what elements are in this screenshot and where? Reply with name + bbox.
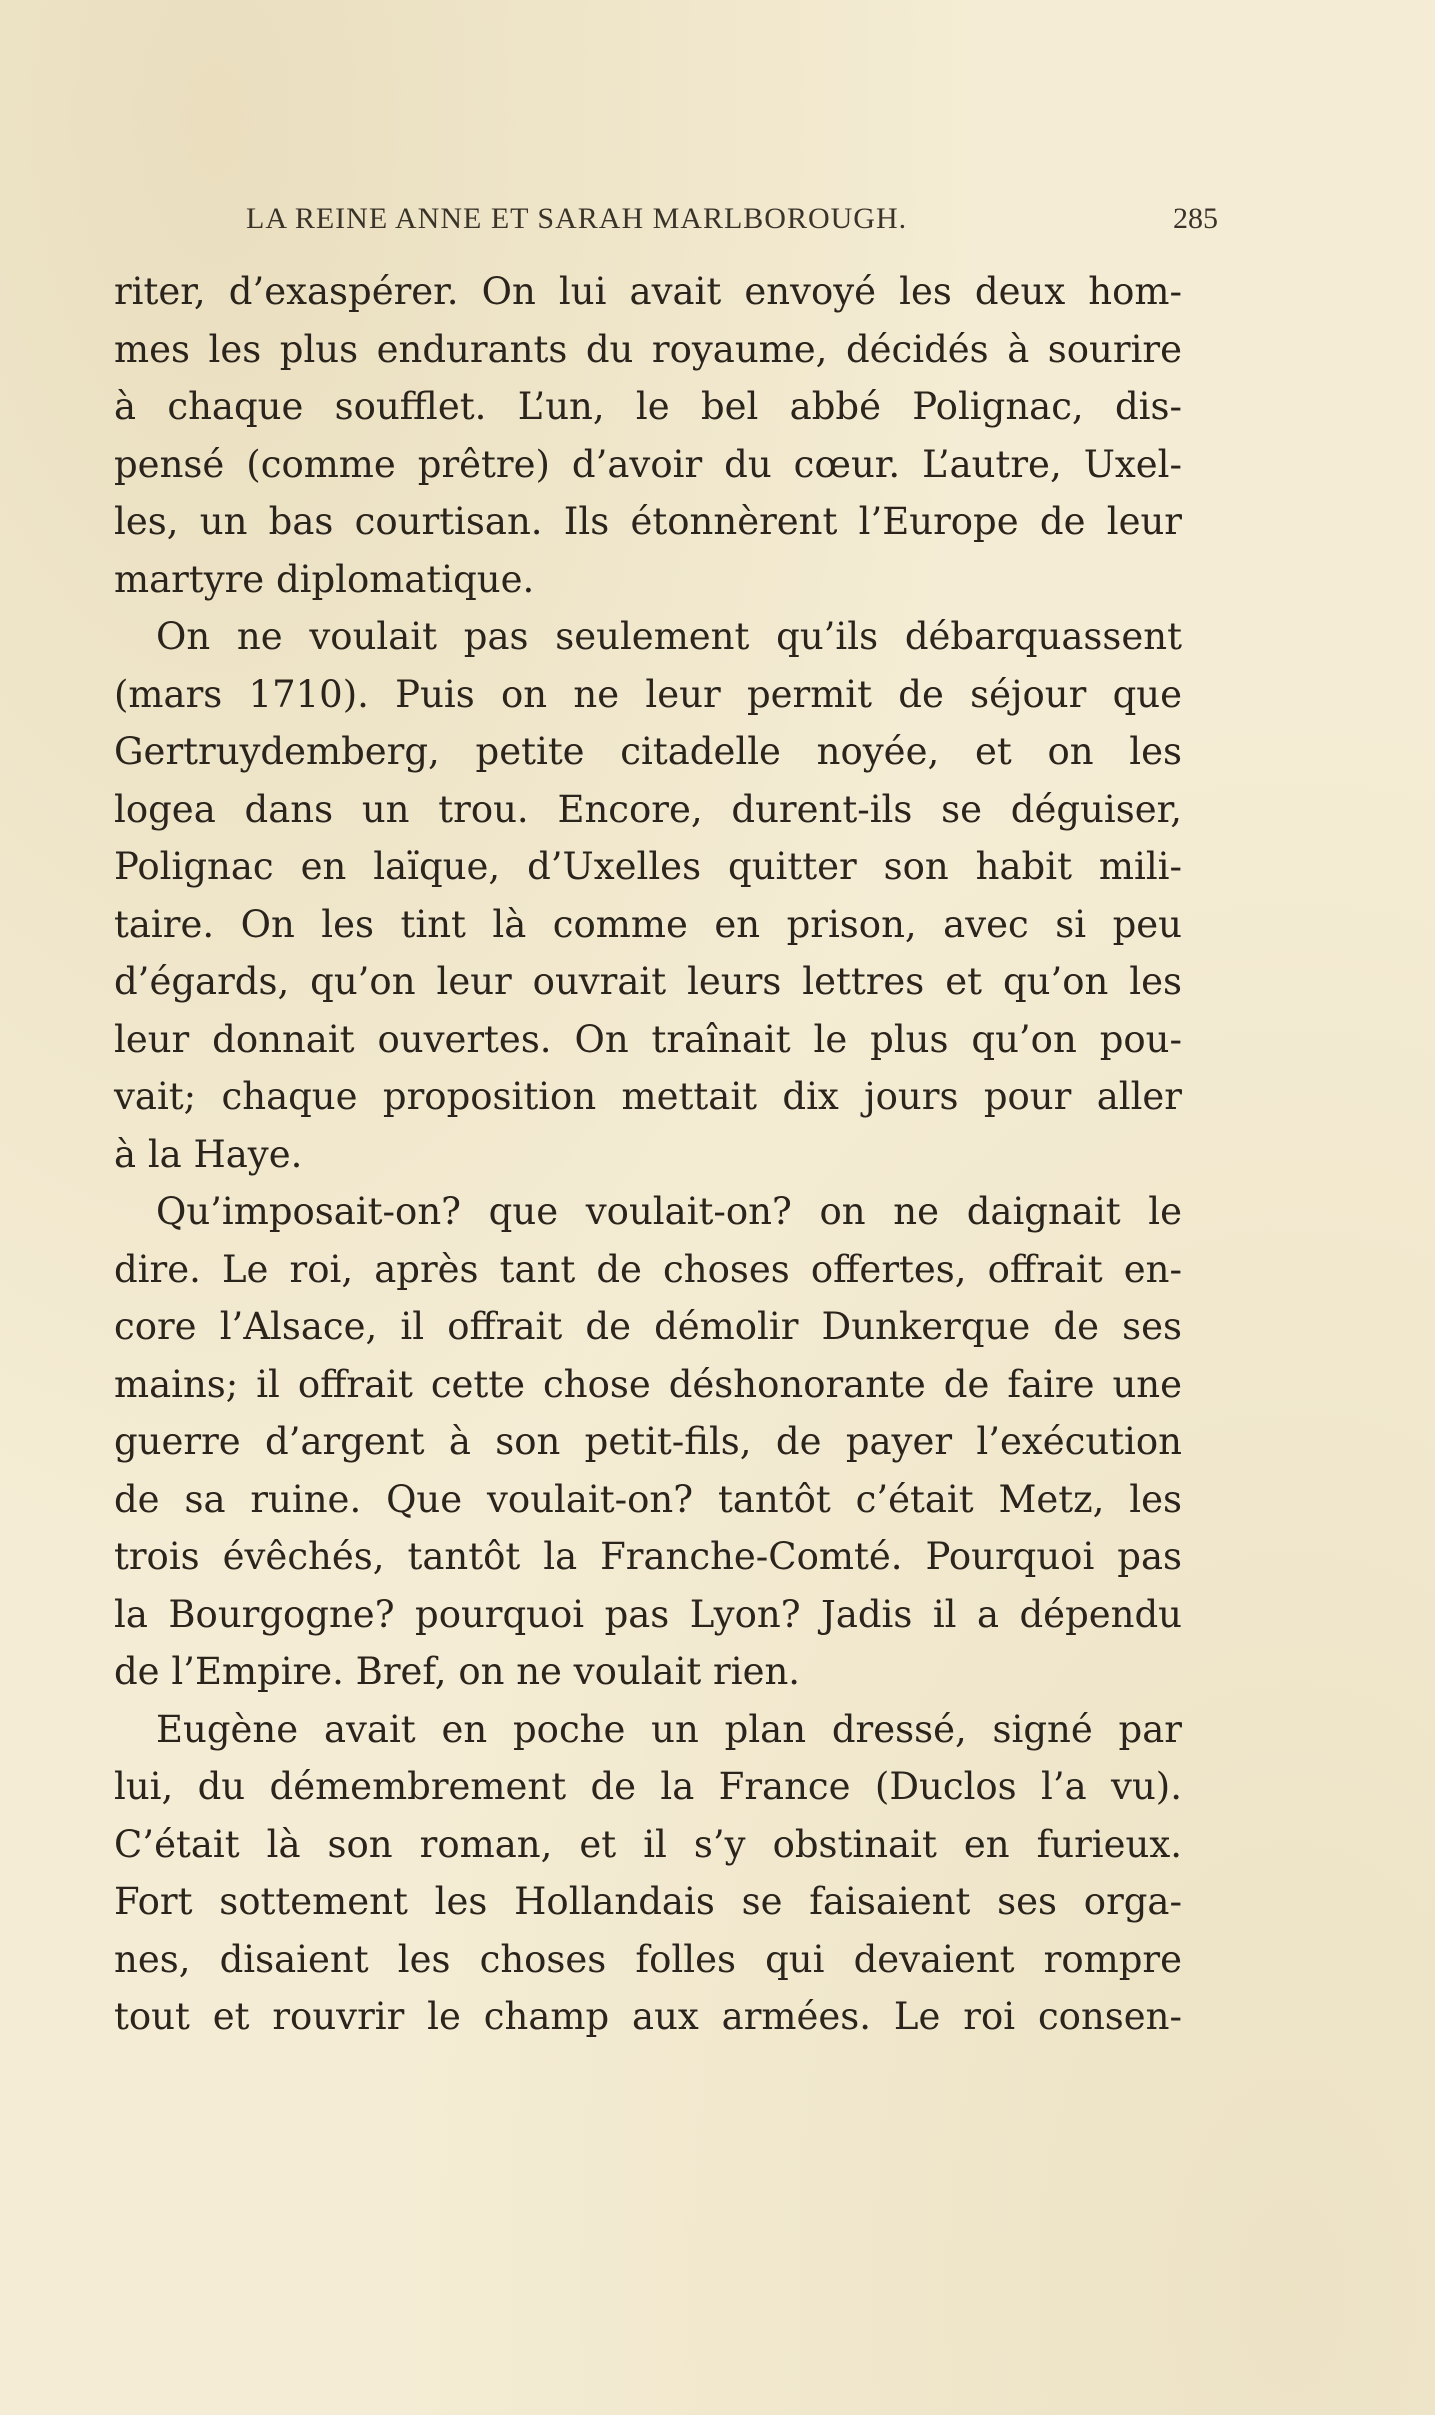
text-line: tout et rouvrir le champ aux armées. Le roi consen- bbox=[114, 1995, 1182, 2038]
body-text bbox=[114, 263, 1182, 2046]
text-line: logea dans un trou. Encore, durent-ils se déguiser, bbox=[114, 787, 1182, 831]
text-line: Eugène avait en poche un plan dressé, signé par bbox=[156, 1707, 1182, 1751]
text-line: à la Haye. bbox=[114, 1132, 303, 1176]
text-line: les, un bas courtisan. Ils étonnèrent l’Europe de leur bbox=[114, 500, 1182, 543]
text-line: la Bourgogne? pourquoi pas Lyon? Jadis il a dépendu bbox=[114, 1592, 1182, 1636]
text-line: martyre diplomatique. bbox=[114, 557, 535, 601]
text-line: Polignac en laïque, d’Uxelles quitter son habit mili- bbox=[114, 845, 1182, 888]
text-line: vait; chaque proposition mettait dix jours pour aller bbox=[114, 1075, 1182, 1118]
text-line: trois évêchés, tantôt la Franche-Comté. Pourquoi pas bbox=[114, 1535, 1182, 1578]
text-line: leur donnait ouvertes. On traînait le plus qu’on pou- bbox=[114, 1017, 1182, 1061]
text-line: mes les plus endurants du royaume, décidés à sourire bbox=[114, 327, 1182, 371]
page-header bbox=[118, 202, 1218, 242]
text-line: riter, d’exaspérer. On lui avait envoyé les deux hom- bbox=[114, 270, 1182, 313]
running-title: LA REINE ANNE ET SARAH MARLBOROUGH. bbox=[246, 202, 908, 235]
text-line: taire. On les tint là comme en prison, avec si peu bbox=[114, 902, 1182, 946]
text-line: Qu’imposait-on? que voulait-on? on ne daignait le bbox=[156, 1190, 1182, 1233]
text-line: à chaque soufflet. L’un, le bel abbé Polignac, dis- bbox=[114, 385, 1182, 428]
text-line: mains; il offrait cette chose déshonorante de faire une bbox=[114, 1362, 1182, 1406]
page-number: 285 bbox=[1173, 202, 1218, 235]
text-line: dire. Le roi, après tant de choses offertes, offrait en- bbox=[114, 1247, 1182, 1291]
text-line: Fort sottement les Hollandais se faisaient ses orga- bbox=[114, 1880, 1182, 1923]
text-line: C’était là son roman, et il s’y obstinait en furieux. bbox=[114, 1822, 1182, 1866]
text-line: On ne voulait pas seulement qu’ils débarquassent bbox=[156, 615, 1182, 658]
text-line: nes, disaient les choses folles qui devaient rompre bbox=[114, 1937, 1182, 1981]
text-line: (mars 1710). Puis on ne leur permit de séjour que bbox=[114, 672, 1182, 716]
text-line: guerre d’argent à son petit-fils, de payer l’exécution bbox=[114, 1420, 1182, 1463]
text-line: core l’Alsace, il offrait de démolir Dunkerque de ses bbox=[114, 1305, 1182, 1348]
text-line: de l’Empire. Bref, on ne voulait rien. bbox=[114, 1650, 801, 1693]
text-line: lui, du démembrement de la France (Duclos l’a vu). bbox=[114, 1765, 1182, 1808]
text-line: Gertruydemberg, petite citadelle noyée, et on les bbox=[114, 730, 1182, 773]
text-line: d’égards, qu’on leur ouvrait leurs lettres et qu’on les bbox=[114, 960, 1182, 1003]
text-line: pensé (comme prêtre) d’avoir du cœur. L’autre, Uxel- bbox=[114, 442, 1182, 486]
text-line: de sa ruine. Que voulait-on? tantôt c’était Metz, les bbox=[114, 1477, 1182, 1521]
